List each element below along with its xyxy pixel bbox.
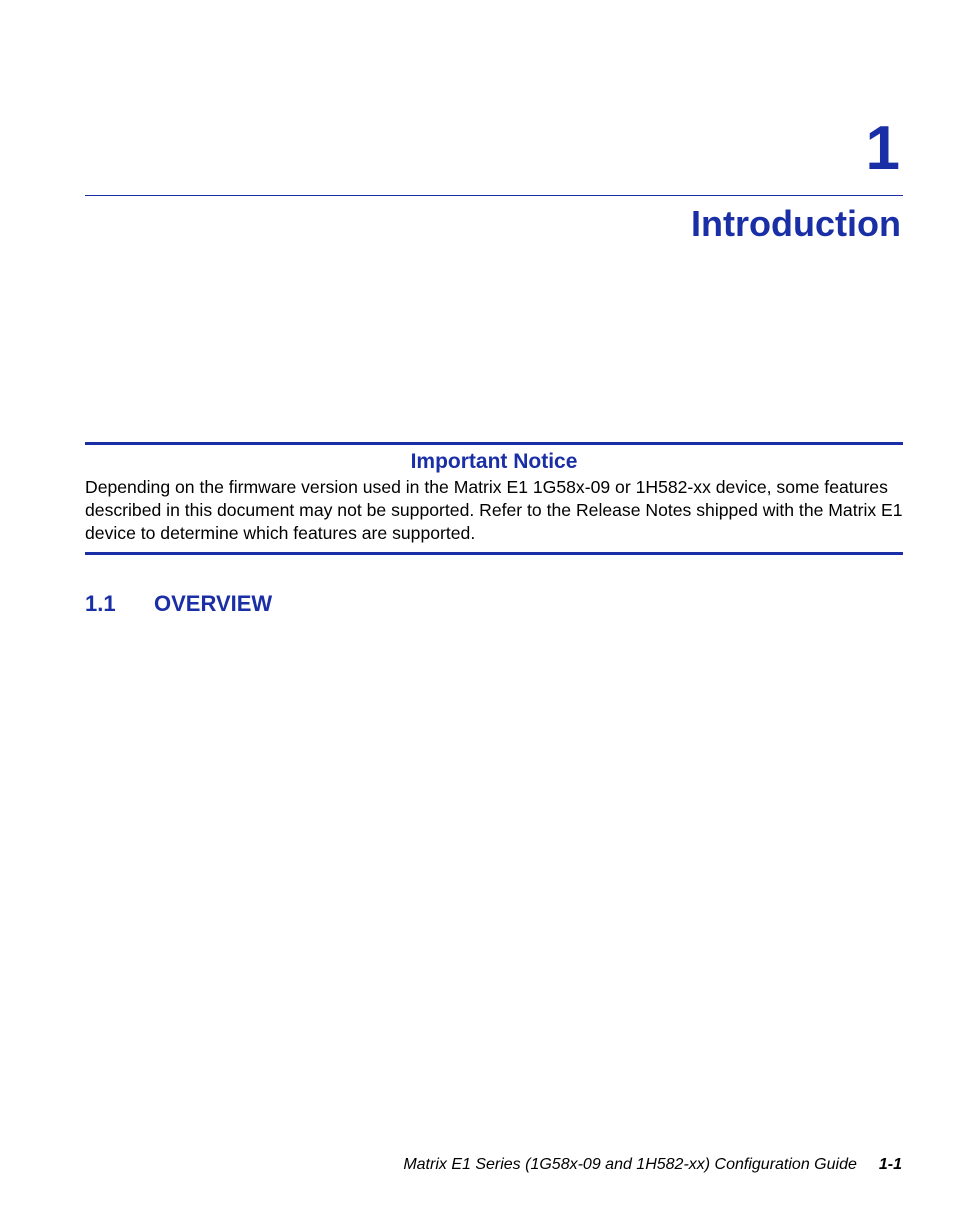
notice-heading: Important Notice	[410, 450, 578, 473]
page-footer	[403, 1155, 902, 1175]
footer-guide-title: Matrix E1 Series (1G58x-09 and 1H582-xx) Configuration Guide	[403, 1156, 857, 1173]
section-number: 1.1	[85, 591, 116, 616]
notice-bottom-rule	[85, 552, 903, 555]
section-heading	[85, 591, 272, 617]
chapter-title: Introduction	[691, 203, 901, 244]
section-title: OVERVIEW	[154, 591, 273, 616]
chapter-divider	[85, 195, 903, 196]
notice-top-rule	[85, 442, 903, 445]
chapter-number: 1	[865, 114, 900, 183]
notice-body: Depending on the firmware version used in the Matrix E1 1G58x-09 or 1H582-xx device, some features described in this document may not be supported. Refer to the Release Notes shipped with the Matrix E1 device to determine which features are supported.	[85, 477, 903, 543]
footer-page-number: 1-1	[878, 1156, 902, 1173]
